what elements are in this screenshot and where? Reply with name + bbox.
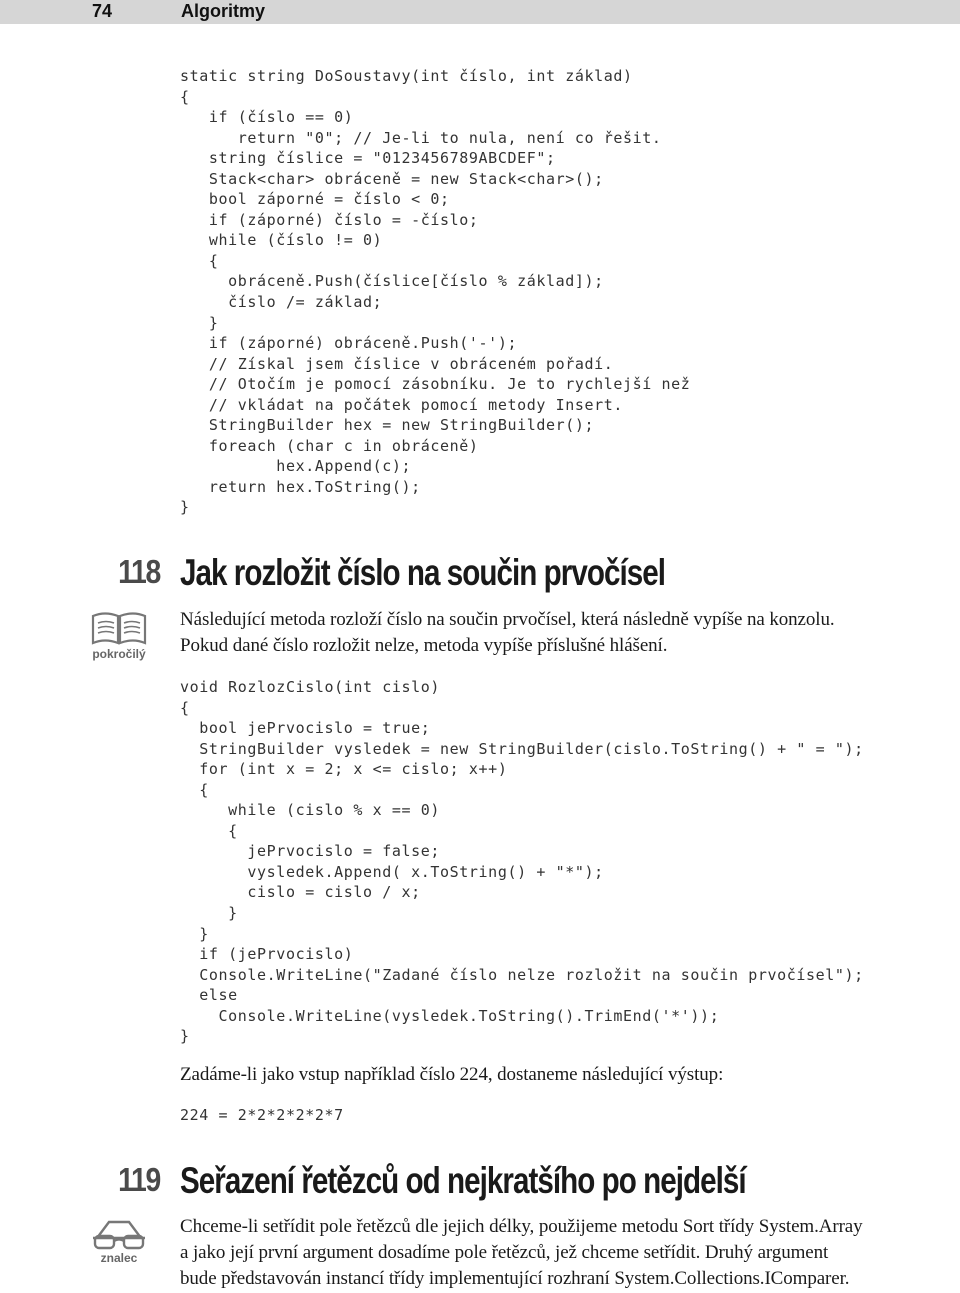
tip-118-output-intro	[180, 1062, 960, 1088]
paragraph-line: bude představován instancí třídy implementující rozhraní System.Collections.IComparer.	[180, 1268, 850, 1289]
level-badge-advanced	[86, 610, 152, 661]
code-block-dosoustavy: static string DoSoustavy(int číslo, int základ) { if (číslo == 0) return "0"; // Je-li to nula, není co řešit. string číslice = "0123456789ABCDEF"; Stack<char> obráceně = new Stack<char>(); bool záporné = číslo < 0; if (záporné) číslo = -číslo; while (číslo != 0) { obráceně.Push(číslice[číslo % základ]); číslo /= základ; } if (záporné) obráceně.Push('-'); // Získal jsem číslice v obráceném pořadí. // Otočím je pomocí zásobníku. Je to rychlejší než // vkládat na počátek pomocí metody Insert. StringBuilder hex = new StringBuilder(); foreach (char c in obráceně) hex.Append(c); return hex.ToString(); }	[180, 67, 691, 517]
page-number: 74	[92, 1, 113, 21]
book-icon	[89, 610, 149, 646]
code-block-rozlozcislo: void RozlozCislo(int cislo) { bool jePrvocislo = true; StringBuilder vysledek = new StringBuilder(cislo.ToString() + " = "); for (int x = 2; x <= cislo; x++) { while (cislo % x == 0) { jePrvocislo = false; vysledek.Append( x.ToString() + "*"); cislo = cislo / x; } } if (jePrvocislo) Console.WriteLine("Zadané číslo nelze rozložit na součin prvočísel"); else Console.WriteLine(vysledek.ToString().TrimEnd('*')); }	[180, 678, 864, 1046]
page-header	[0, 0, 960, 24]
badge-label: pokročilý	[92, 647, 146, 661]
chapter-title: Algoritmy	[181, 1, 266, 21]
paragraph-line: Zadáme-li jako vstup například číslo 224, dostaneme následující výstup:	[180, 1064, 724, 1085]
tip-119-intro	[180, 1214, 960, 1292]
tip-title-118: Jak rozložit číslo na součin prvočísel	[180, 552, 665, 593]
tip-title-119: Seřazení řetězců od nejkratšího po nejdelší	[180, 1160, 746, 1201]
paragraph-line: Následující metoda rozloží číslo na součin prvočísel, která následně vypíše na konzolu.	[180, 609, 835, 630]
level-badge-expert	[86, 1218, 152, 1265]
tip-118-intro	[180, 607, 960, 659]
tip-number-119: 119	[118, 1161, 160, 1198]
glasses-icon	[89, 1218, 149, 1250]
paragraph-line: Pokud dané číslo rozložit nelze, metoda vypíše příslušné hlášení.	[180, 635, 668, 656]
badge-label: znalec	[100, 1251, 138, 1265]
code-output: 224 = 2*2*2*2*2*7	[180, 1106, 344, 1124]
paragraph-line: Chceme-li setřídit pole řetězců dle jejich délky, použijeme metodu Sort třídy System.Array	[180, 1216, 863, 1237]
tip-number-118: 118	[118, 553, 160, 590]
paragraph-line: a jako její první argument dosadíme pole řetězců, jež chceme setřídit. Druhý argument	[180, 1242, 829, 1263]
